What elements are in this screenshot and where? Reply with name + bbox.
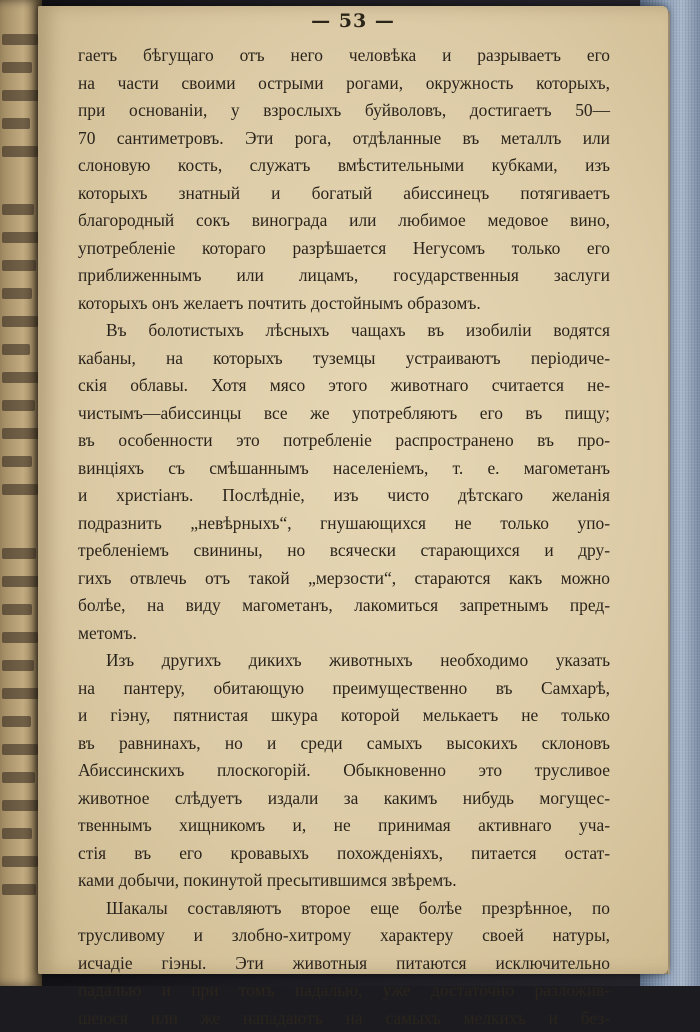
paragraph — [78, 317, 610, 647]
text-line: въ равнинахъ, но и среди самыхъ высокихъ склоновъ — [78, 730, 610, 758]
text-line: гаетъ бѣгущаго отъ него человѣка и разрываетъ его — [78, 42, 610, 70]
previous-page-text — [2, 372, 39, 383]
previous-page-text — [2, 772, 35, 783]
text-line: скія облавы. Хотя мясо этого животнаго считается не- — [78, 372, 610, 400]
page-text — [78, 42, 610, 1032]
text-line: Въ болотистыхъ лѣсныхъ чащахъ въ изобиліи водятся — [78, 317, 610, 345]
previous-page — [0, 0, 42, 986]
previous-page-text — [2, 288, 32, 299]
text-line: животное слѣдуетъ издали за какимъ нибудь могущес- — [78, 785, 610, 813]
text-line: падалью и при томъ падалью, уже достаточно разложив- — [78, 977, 610, 1005]
previous-page-text — [2, 90, 40, 101]
text-line: винціяхъ съ смѣшаннымъ населеніемъ, т. е. магометанъ — [78, 455, 610, 483]
text-line: употребленіе котораго разрѣшается Негусомъ только его — [78, 235, 610, 263]
previous-page-text — [2, 716, 31, 727]
text-line: въ особенности это потребленіе распространено въ про- — [78, 427, 610, 455]
text-line: трусливому и злобно-хитрому характеру своей натуры, — [78, 922, 610, 950]
text-line: 70 сантиметровъ. Эти рога, отдѣланные въ металлъ или — [78, 125, 610, 153]
text-line: шеюся или же нападаютъ на самыхъ мелкихъ и без- — [78, 1005, 610, 1032]
text-line: Шакалы составляютъ второе еще болѣе презрѣнное, по — [78, 895, 610, 923]
text-line: стія въ его кровавыхъ похожденіяхъ, питается остат- — [78, 840, 610, 868]
text-line: которыхъ знатный и богатый абиссинецъ потягиваетъ — [78, 180, 610, 208]
text-line: твеннымъ хищникомъ и, не принимая активнаго уча- — [78, 812, 610, 840]
paragraph — [78, 42, 610, 317]
text-line: благородный сокъ винограда или любимое медовое вино, — [78, 207, 610, 235]
text-line: которыхъ онъ желаетъ почтить достойнымъ образомъ. — [78, 290, 610, 318]
text-line: метомъ. — [78, 620, 610, 648]
text-line: при основаніи, у взрослыхъ буйволовъ, достигаетъ 50— — [78, 97, 610, 125]
text-line: на пантеру, обитающую преимущественно въ Самхарѣ, — [78, 675, 610, 703]
text-line: Абиссинскихъ плоскогорій. Обыкновенно это трусливое — [78, 757, 610, 785]
previous-page-text — [2, 118, 30, 129]
page-number: — 53 — — [38, 10, 668, 32]
paragraph — [78, 895, 610, 1032]
previous-page-text — [2, 484, 38, 495]
text-line: приближеннымъ или лицамъ, государственныя заслуги — [78, 262, 610, 290]
previous-page-text — [2, 344, 30, 355]
book-page — [38, 6, 668, 974]
previous-page-text — [2, 316, 38, 327]
text-line: и гіэну, пятнистая шкура которой мелькаетъ не только — [78, 702, 610, 730]
previous-page-text — [2, 34, 38, 45]
previous-page-text — [2, 146, 38, 157]
previous-page-text — [2, 204, 34, 215]
paragraph — [78, 647, 610, 895]
previous-page-text — [2, 660, 34, 671]
text-line: гихъ отвлечь отъ такой „мерзости“, стараются какъ можно — [78, 565, 610, 593]
previous-page-text — [2, 856, 38, 867]
previous-page-text — [2, 744, 38, 755]
previous-page-text — [2, 260, 36, 271]
text-line: на части своими острыми рогами, окружность которыхъ, — [78, 70, 610, 98]
text-line: исчадіе гіэны. Эти животныя питаются исключительно — [78, 950, 610, 978]
previous-page-text — [2, 632, 38, 643]
previous-page-text — [2, 62, 32, 73]
previous-page-text — [2, 688, 40, 699]
previous-page-text — [2, 232, 40, 243]
text-line: болѣе, на виду магометанъ, лакомиться запретнымъ пред- — [78, 592, 610, 620]
previous-page-text — [2, 576, 40, 587]
text-line: Изъ другихъ дикихъ животныхъ необходимо указать — [78, 647, 610, 675]
previous-page-text — [2, 400, 35, 411]
text-line: и христіанъ. Послѣдніе, изъ чисто дѣтскаго желанія — [78, 482, 610, 510]
previous-page-text — [2, 456, 32, 467]
previous-page-text — [2, 604, 32, 615]
text-line: кабаны, на которыхъ туземцы устраиваютъ періодиче- — [78, 345, 610, 373]
previous-page-text — [2, 884, 36, 895]
previous-page-text — [2, 800, 40, 811]
text-line: подразнить „невѣрныхъ“, гнушающихся не только упо- — [78, 510, 610, 538]
previous-page-text — [2, 828, 32, 839]
text-line: слоновую кость, служатъ вмѣстительными кубками, изъ — [78, 152, 610, 180]
text-line: требленіемъ свинины, но всячески старающихся и дру- — [78, 537, 610, 565]
text-line: чистымъ—абиссинцы все же употребляютъ его въ пищу; — [78, 400, 610, 428]
previous-page-text — [2, 548, 36, 559]
previous-page-text — [2, 428, 40, 439]
text-line: ками добычи, покинутой пресытившимся звѣремъ. — [78, 867, 610, 895]
